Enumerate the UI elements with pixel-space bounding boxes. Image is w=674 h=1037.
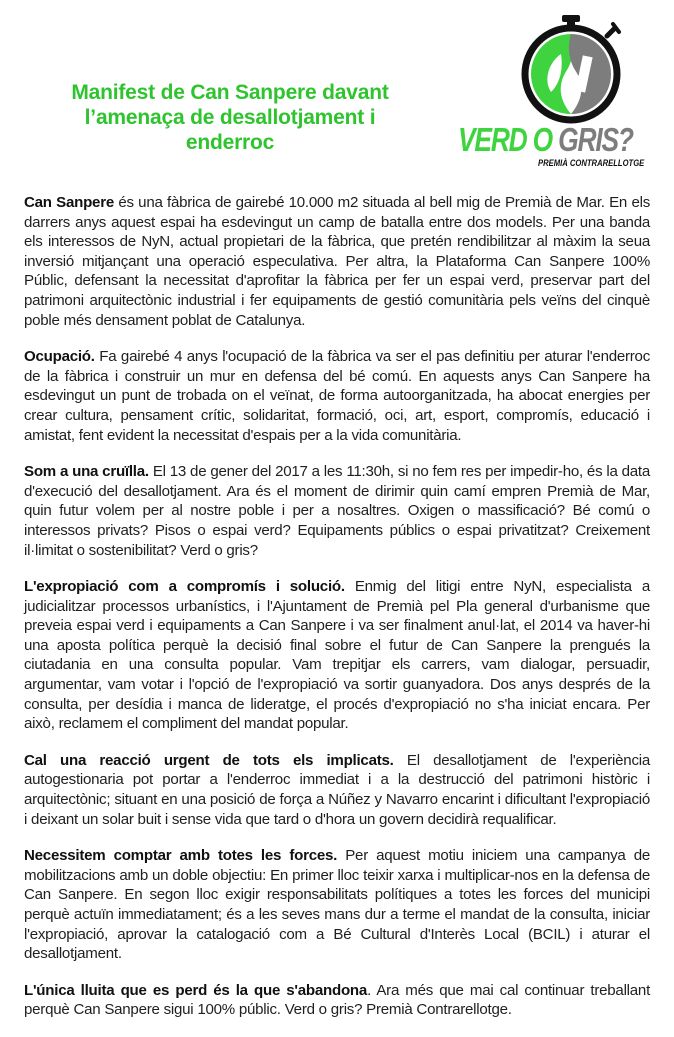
paragraph-lead: Ocupació. [24,348,95,366]
paragraph-text: és una fàbrica de gairebé 10.000 m2 situada al bell mig de Premià de Mar. En els darrers anys aquest espai ha esdevingut un camp de batalla entre dos models. Per una banda els interessos de NyN, actual propietari de la fàbrica, que pretén rendibilitzar al màxim la seua inversió mitjançant una operació especulativa. Per altra, la Plataforma Can Sanpere 100% Públic, defensant la necessitat d'aprofitar la fàbrica per fer un espai verd, preservar part del patrimoni arquitectònic industrial i fer equipaments de gestió comunitària pels veïns del cinquè poble més densament poblat de Catalunya. [24,194,650,329]
manifesto-body [24,193,650,1037]
paragraph-lead: Cal una reacció urgent de tots els implicats. [24,751,394,769]
paragraph-text: Fa gairebé 4 anys l'ocupació de la fàbrica va ser el pas definitiu per aturar l'enderroc de la fàbrica i construir un mur en defensa del bé comú. En aquests anys Can Sanpere ha esdevingut un punt de trobada on el veïnat, de forma autoorganitzada, ha abocat energies per crear cultura, pensament crític, solidaritat, formació, oci, art, esport, compromís, educació i amistat, fent evident la necessitat d'espais per a la vida comunitària. [24,348,650,444]
paragraph-expropiacio [24,577,650,734]
paragraph-text: . Ara més que mai cal continuar treballant perquè Can Sanpere sigui 100% públic. Verd o gris? Premià Contrarellotge. [24,981,651,1019]
logo-word-green: VERD O [458,121,559,158]
document-title [30,80,430,155]
paragraph-lead: Som a una cruïlla. [24,463,149,481]
title-line-1: Manifest de Can Sanpere davant [71,81,389,104]
logo-word-gray: GRIS? [558,121,633,158]
paragraph-text: El desallotjament de l'experiència autogestionaria pot portar a l'enderroc immediat i a la destrucció del patrimoni històric i arquitectònic; situant en una posició de força a Núñez y Navarro encarint i dificultant l'expropiació i deixant un solar buit i sense vida que tard o d'hora un govern decidirà requalificar. [24,751,650,828]
paragraph-lead: Necessitem comptar amb totes les forces. [24,847,338,865]
paragraph-lead: L'única lluita que es perd és la que s'abandona [24,981,368,999]
title-line-2: l’amenaça de desallotjament i [84,106,376,129]
paragraph-text: Per aquest motiu iniciem una campanya de mobilitzacions amb un doble objectiu: En primer lloc teixir xarxa i multiplicar-nos en la defensa de Can Sanpere. En segon lloc exigir responsabilitats polítiques a totes les forces del municipi perquè actuïn immediatament; és a les seves mans dur a terme el mandat de la consulta, iniciar l'expropiació, aprovar la catalogació com a Bé Cultural d'Interès Local (BCIL) i aturar el desallotjament. [24,847,650,963]
paragraph-ocupacio [24,347,650,445]
paragraph-reaccio [24,751,650,829]
paragraph-cruilla [24,462,650,560]
paragraph-forces [24,846,650,964]
paragraph-text: Enmig del litigi entre NyN, especialista a judicialitzar processos urbanístics, i l'Ajuntament de Premià pel Pla general d'urbanisme que preveia espai verd i equipaments a Can Sanpere i va ser finalment anul·lat, el 2014 va haver-hi una aposta política perquè la decisió final sobre el futur de Can Sanpere la prengués la ciutadania en una consulta popular. Vam trepitjar els carrers, vam dialogar, persuadir, argumentar, vam votar i l'opció de l'expropiació va sortir guanyadora. Dos anys després de la consulta, per desídia i manca de lideratge, el procés d'expropiació no s'ha iniciat encara. Per això, reclamem el compliment del mandat popular. [24,578,650,733]
title-line-3: enderroc [185,131,275,154]
paragraph-lead: L'expropiació com a compromís i solució. [24,578,345,596]
logo-wordmark [458,122,633,158]
paragraph-closing [24,981,650,1020]
logo-subtitle: PREMIÀ CONTRARELLOTGE [538,158,645,168]
paragraph-intro [24,193,650,330]
paragraph-text: El 13 de gener del 2017 a les 11:30h, si no fem res per impedir-ho, és la data d'execució del desallotjament. Ara és el moment de dirimir quin camí empren Premià de Mar, quin futur volem per al nostre poble i per a nosaltres. Oxigen o massificació? Bé comú o interessos privats? Pisos o espai verd? Equipaments públics o espai privatitzat? Creixement il·limitat o sostenibilitat? Verd o gris? [24,463,650,559]
paragraph-lead: Can Sanpere [24,194,114,211]
